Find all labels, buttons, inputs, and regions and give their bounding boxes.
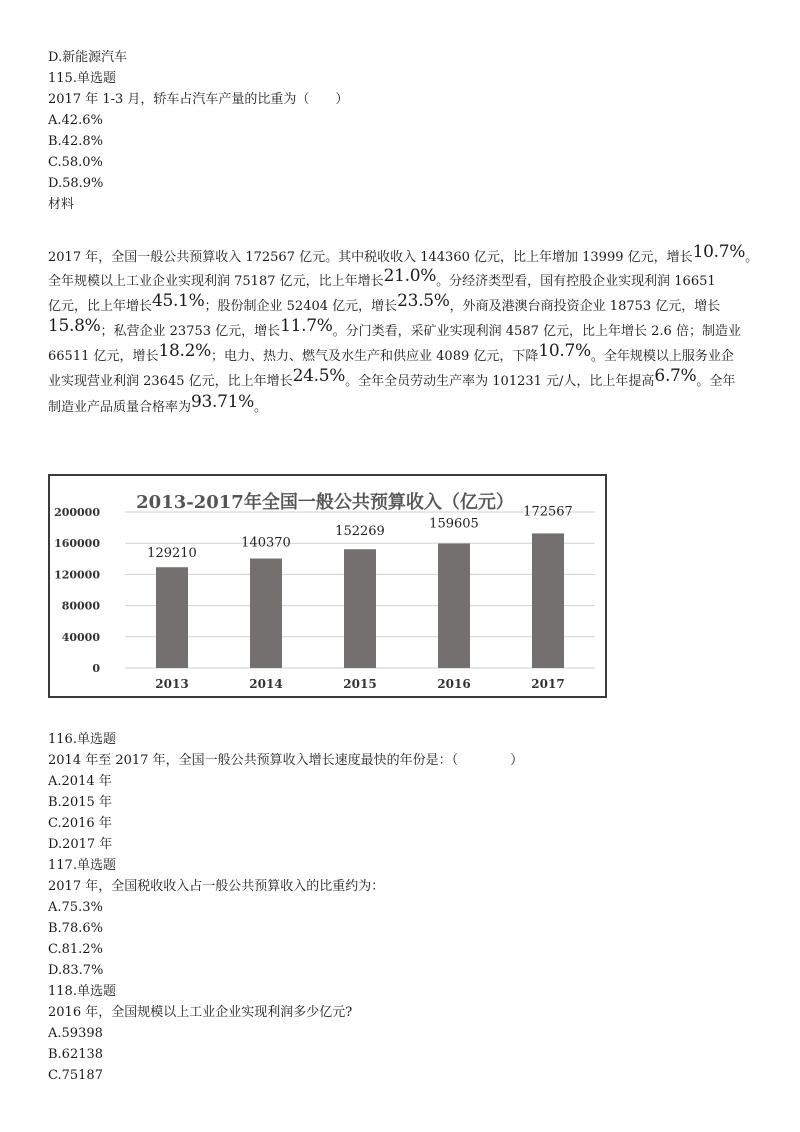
question-118-option-c: C.75187 <box>48 1068 103 1083</box>
question-118-option-b: B.62138 <box>48 1047 104 1062</box>
text-run: 业实现营业利润 23645 亿元，比上年增长 <box>48 374 293 389</box>
question-115-option-c: C.58.0% <box>48 155 103 170</box>
text-run: 制造业产品质量合格率为 <box>48 400 192 415</box>
percent-value: 11.7% <box>280 316 333 336</box>
material-line <box>48 368 735 392</box>
question-117-header: 117.单选题 <box>48 858 116 873</box>
y-tick-label: 160000 <box>54 537 100 551</box>
question-117-option-a: A.75.3% <box>48 900 103 915</box>
question-115-option-a: A.42.6% <box>48 113 103 128</box>
percent-value: 18.2% <box>158 341 212 361</box>
percent-value: 93.71% <box>191 392 255 412</box>
percent-value: 10.7% <box>538 341 591 361</box>
chart-canvas <box>50 476 605 696</box>
percent-value: 23.5% <box>397 291 450 311</box>
percent-value: 24.5% <box>292 366 346 386</box>
x-tick-label-2016: 2016 <box>437 677 471 691</box>
text-run: ；私营企业 23753 亿元，增长 <box>100 324 281 339</box>
question-118-stem: 2016 年，全国规模以上工业企业实现利润多少亿元? <box>48 1005 353 1020</box>
text-run: 。分门类看，采矿业实现利润 4587 亿元，比上年增长 2.6 倍；制造业 <box>332 324 741 339</box>
bar-2013 <box>156 567 188 668</box>
text-run: ；电力、热力、燃气及水生产和供应业 4089 亿元，下降 <box>211 349 539 364</box>
question-116-option-b: B.2015 年 <box>48 795 112 810</box>
text-run: 。 <box>745 250 759 265</box>
revenue-bar-chart <box>48 474 607 698</box>
material-label: 材料 <box>48 197 75 212</box>
data-label-2014: 140370 <box>241 535 291 551</box>
material-line <box>48 244 758 268</box>
data-label-2017: 172567 <box>523 504 573 520</box>
bar-2014 <box>250 559 282 668</box>
question-116-option-d: D.2017 年 <box>48 837 113 852</box>
x-tick-label-2013: 2013 <box>155 677 189 691</box>
x-tick-label-2017: 2017 <box>531 677 565 691</box>
text-run: 。分经济类型看，国有控股企业实现利润 16651 <box>436 274 716 289</box>
material-line <box>48 293 720 317</box>
question-118-header: 118.单选题 <box>48 984 116 999</box>
bar-2015 <box>344 549 376 668</box>
percent-value: 21.0% <box>383 266 437 286</box>
question-116-header: 116.单选题 <box>48 732 116 747</box>
text-run: 。全年全员劳动生产率为 101231 元/人，比上年提高 <box>345 374 655 389</box>
x-tick-label-2015: 2015 <box>343 677 377 691</box>
question-114-option-d: D.新能源汽车 <box>48 50 128 65</box>
text-run: 2017 年，全国一般公共预算收入 172567 亿元。其中税收收入 144360 亿元，比上年增加 13999 亿元，增长 <box>48 250 693 265</box>
bar-2017 <box>532 533 564 668</box>
question-116-stem: 2014 年至 2017 年，全国一般公共预算收入增长速度最快的年份是：（ ） <box>48 753 524 768</box>
y-tick-label: 80000 <box>61 599 100 613</box>
question-116-option-a: A.2014 年 <box>48 774 112 789</box>
question-115-option-b: B.42.8% <box>48 134 103 149</box>
chart-title: 2013-2017年全国一般公共预算收入（亿元） <box>136 492 514 513</box>
percent-value: 45.1% <box>152 291 205 311</box>
question-118-option-a: A.59398 <box>48 1026 103 1041</box>
text-run: 。 <box>254 400 268 415</box>
data-label-2015: 152269 <box>335 524 385 540</box>
y-tick-label: 40000 <box>61 630 100 644</box>
text-run: ；股份制企业 52404 亿元，增长 <box>204 299 398 314</box>
question-117-option-d: D.83.7% <box>48 963 104 978</box>
y-tick-label: 120000 <box>54 568 100 582</box>
y-tick-label: 0 <box>92 662 100 675</box>
material-line <box>48 268 716 292</box>
question-117-option-c: C.81.2% <box>48 942 103 957</box>
question-115-option-d: D.58.9% <box>48 176 104 191</box>
text-run: ，外商及港澳台商投资企业 18753 亿元，增长 <box>449 299 721 314</box>
material-line <box>48 394 267 418</box>
bar-2016 <box>438 544 470 668</box>
text-run: 全年规模以上工业企业实现利润 75187 亿元，比上年增长 <box>48 274 384 289</box>
text-run: 。全年规模以上服务业企 <box>590 349 734 364</box>
material-line <box>48 343 734 367</box>
question-117-stem: 2017 年，全国税收收入占一般公共预算收入的比重约为： <box>48 879 385 894</box>
data-label-2013: 129210 <box>147 546 197 562</box>
y-tick-label: 200000 <box>54 506 100 519</box>
text-run: 66511 亿元，增长 <box>48 349 159 364</box>
question-117-option-b: B.78.6% <box>48 921 103 936</box>
data-label-2016: 159605 <box>429 516 479 532</box>
percent-value: 6.7% <box>654 366 697 386</box>
material-line <box>48 318 741 342</box>
text-run: 。全年 <box>696 374 736 389</box>
question-115-header: 115.单选题 <box>48 71 116 86</box>
x-tick-label-2014: 2014 <box>249 677 283 691</box>
percent-value: 15.8% <box>48 316 101 336</box>
question-116-option-c: C.2016 年 <box>48 816 112 831</box>
text-run: 亿元，比上年增长 <box>48 299 153 314</box>
percent-value: 10.7% <box>692 242 746 262</box>
question-115-stem: 2017 年 1-3 月，轿车占汽车产量的比重为（ ） <box>48 92 349 107</box>
